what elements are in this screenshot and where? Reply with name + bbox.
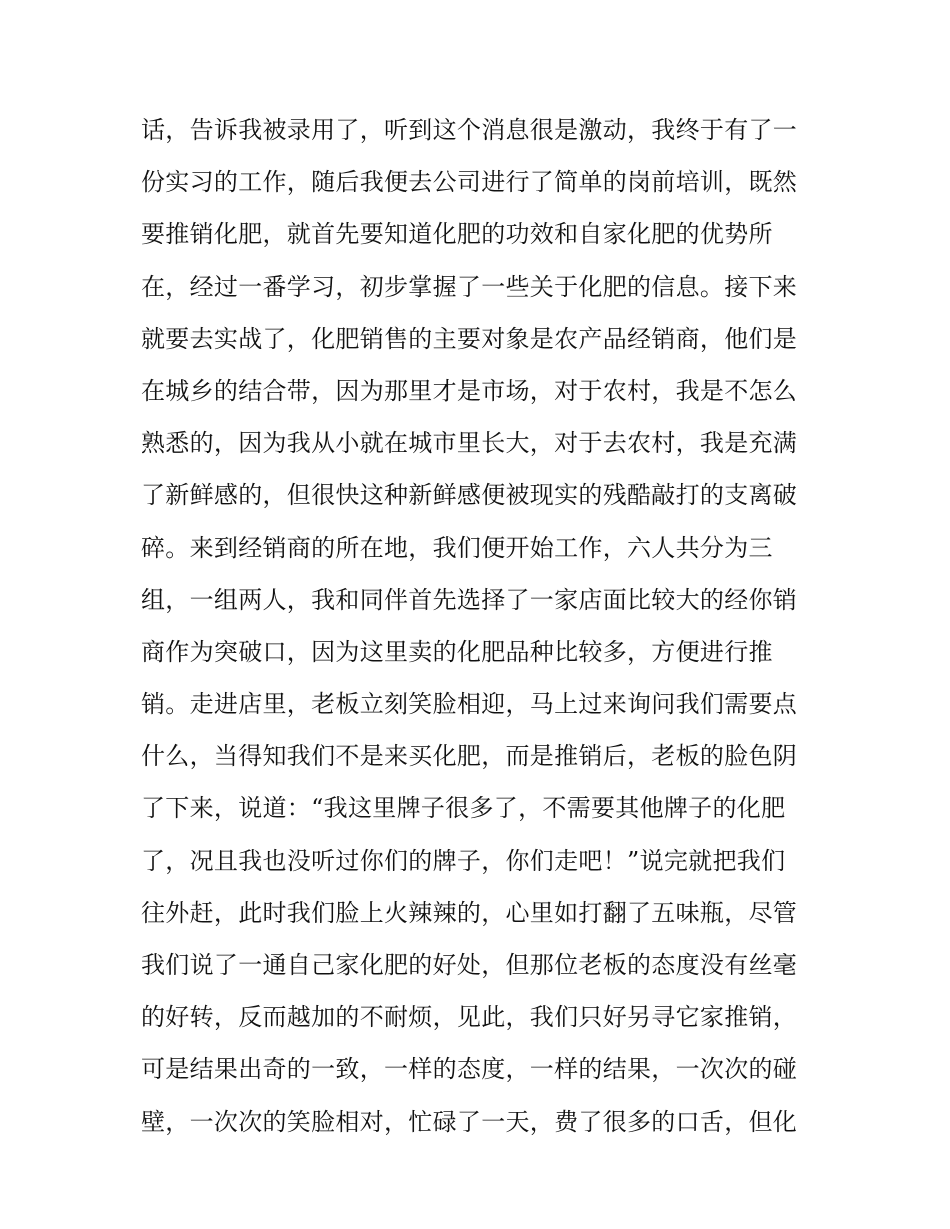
text-line: 商作为突破口，因为这里卖的化肥品种比较多，方便进行推 (141, 637, 773, 666)
text-line: 了下来，说道：“我这里牌子很多了，不需要其他牌子的化肥 (141, 794, 786, 823)
text-line: 要推销化肥，就首先要知道化肥的功效和自家化肥的优势所 (141, 220, 773, 249)
text-line: 什么，当得知我们不是来买化肥，而是推销后，老板的脸色阴 (141, 742, 798, 771)
body-text (141, 104, 841, 1148)
text-line: 碎。来到经销商的所在地，我们便开始工作，六人共分为三 (141, 533, 773, 562)
text-line: 销。走进店里，老板立刻笑脸相迎，马上过来询问我们需要点 (141, 690, 798, 719)
text-line: 可是结果出奇的一致，一样的态度，一样的结果，一次次的碰 (141, 1055, 798, 1084)
text-line: 往外赶，此时我们脸上火辣辣的，心里如打翻了五味瓶，尽管 (141, 898, 798, 927)
text-line: 熟悉的，因为我从小就在城市里长大，对于去农村，我是充满 (141, 429, 798, 458)
text-line: 我们说了一通自己家化肥的好处，但那位老板的态度没有丝毫 (141, 951, 798, 979)
text-line: 了，况且我也没听过你们的牌子，你们走吧！”说完就把我们 (141, 846, 786, 875)
text-line: 组，一组两人，我和同伴首先选择了一家店面比较大的经你销 (141, 585, 798, 614)
text-line: 在，经过一番学习，初步掌握了一些关于化肥的信息。接下来 (141, 272, 798, 301)
text-line: 的好转，反而越加的不耐烦，见此，我们只好另寻它家推销， (141, 1003, 798, 1032)
text-line: 就要去实战了，化肥销售的主要对象是农产品经销商，他们是 (141, 324, 798, 353)
text-line: 了新鲜感的，但很快这种新鲜感便被现实的残酷敲打的支离破 (141, 481, 798, 510)
text-line: 份实习的工作，随后我便去公司进行了简单的岗前培训，既然 (141, 168, 798, 197)
text-line: 话，告诉我被录用了，听到这个消息很是激动，我终于有了一 (141, 116, 798, 144)
text-line: 壁，一次次的笑脸相对，忙碌了一天，费了很多的口舌，但化 (141, 1107, 798, 1136)
text-line: 在城乡的结合带，因为那里才是市场，对于农村，我是不怎么 (141, 376, 798, 405)
